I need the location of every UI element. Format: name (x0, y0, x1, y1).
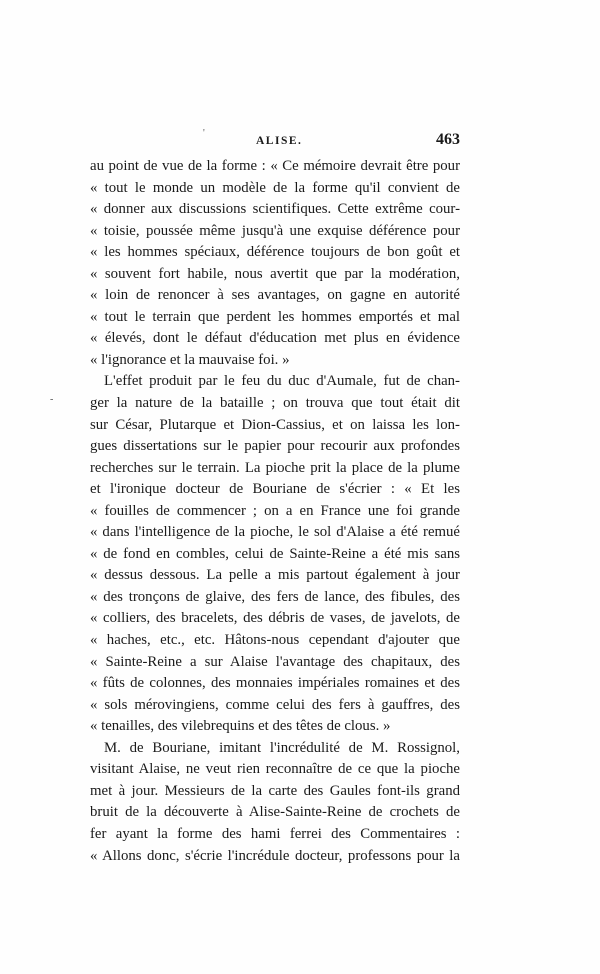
text-line: « fouilles de commencer ; on a en France une foi grande (90, 502, 460, 519)
text-line: M. de Bouriane, imitant l'incrédulité de M. Rossignol, (104, 739, 460, 756)
print-speck: ' (203, 128, 205, 139)
text-line: « tout le terrain que perdent les hommes emportés et mal (90, 308, 460, 325)
text-line: « élevés, dont le défaut d'éducation met plus en évidence (90, 330, 460, 347)
text-line: « dans l'intelligence de la pioche, le sol d'Alaise a été remué (90, 524, 460, 541)
text-line: « toisie, poussée même jusqu'à une exquise déférence pour (90, 222, 460, 239)
text-line: et l'ironique docteur de Bouriane de s'écrier : « Et les (90, 481, 460, 498)
text-line: bruit de la découverte à Alise-Sainte-Reine de crochets de (90, 804, 460, 821)
text-line: « loin de renoncer à ses avantages, on gagne en autorité (90, 287, 460, 304)
text-line: ger la nature de la bataille ; on trouva que tout était dit (90, 395, 460, 412)
print-speck: - (50, 394, 54, 405)
text-line: « tenailles, des vilebrequins et des têtes de clous. » (90, 718, 391, 735)
running-head (90, 131, 460, 151)
body-text (90, 156, 460, 867)
text-line: « Allons donc, s'écrie l'incrédule docteur, professons pour la (90, 847, 460, 864)
text-line: L'effet produit par le feu du duc d'Aumale, fut de chan- (104, 373, 460, 390)
text-line: gues dissertations sur le papier pour recourir aux profondes (90, 438, 460, 455)
text-line: « dessus dessous. La pelle a mis partout également à jour (90, 567, 460, 584)
text-line: recherches sur le terrain. La pioche prit la place de la plume (90, 459, 460, 476)
text-line: fer ayant la forme des hami ferrei des Commentaires : (90, 825, 460, 842)
text-line: « fûts de colonnes, des monnaies impériales romaines et des (90, 675, 460, 692)
running-title: ALISE. (256, 135, 303, 147)
text-line: « colliers, des bracelets, des débris de vases, de javelots, de (90, 610, 460, 627)
text-line: sur César, Plutarque et Dion-Cassius, et on laissa les lon- (90, 416, 460, 433)
text-line: « de fond en combles, celui de Sainte-Reine a été mis sans (90, 545, 460, 562)
text-line: « les hommes spéciaux, déférence toujours de bon goût et (90, 244, 460, 261)
text-line: met à jour. Messieurs de la carte des Gaules font-ils grand (90, 782, 460, 799)
text-line: « l'ignorance et la mauvaise foi. » (90, 351, 290, 368)
text-line: au point de vue de la forme : « Ce mémoire devrait être pour (90, 158, 460, 174)
text-line: « des tronçons de glaive, des fers de lance, des fibules, des (90, 588, 460, 605)
text-line: « haches, etc., etc. Hâtons-nous cependant d'ajouter que (90, 632, 460, 649)
text-line: « Sainte-Reine a sur Alaise l'avantage des chapitaux, des (90, 653, 460, 670)
text-line: « donner aux discussions scientifiques. Cette extrême cour- (90, 201, 460, 218)
text-line: « tout le monde un modèle de la forme qu'il convient de (90, 179, 460, 196)
page-number: 463 (436, 131, 460, 148)
text-line: « souvent fort habile, nous avertit que par la modération, (90, 265, 460, 282)
text-line: « sols mérovingiens, comme celui des fers à gauffres, des (90, 696, 460, 713)
text-line: visitant Alaise, ne veut rien reconnaître de ce que la pioche (90, 761, 460, 778)
